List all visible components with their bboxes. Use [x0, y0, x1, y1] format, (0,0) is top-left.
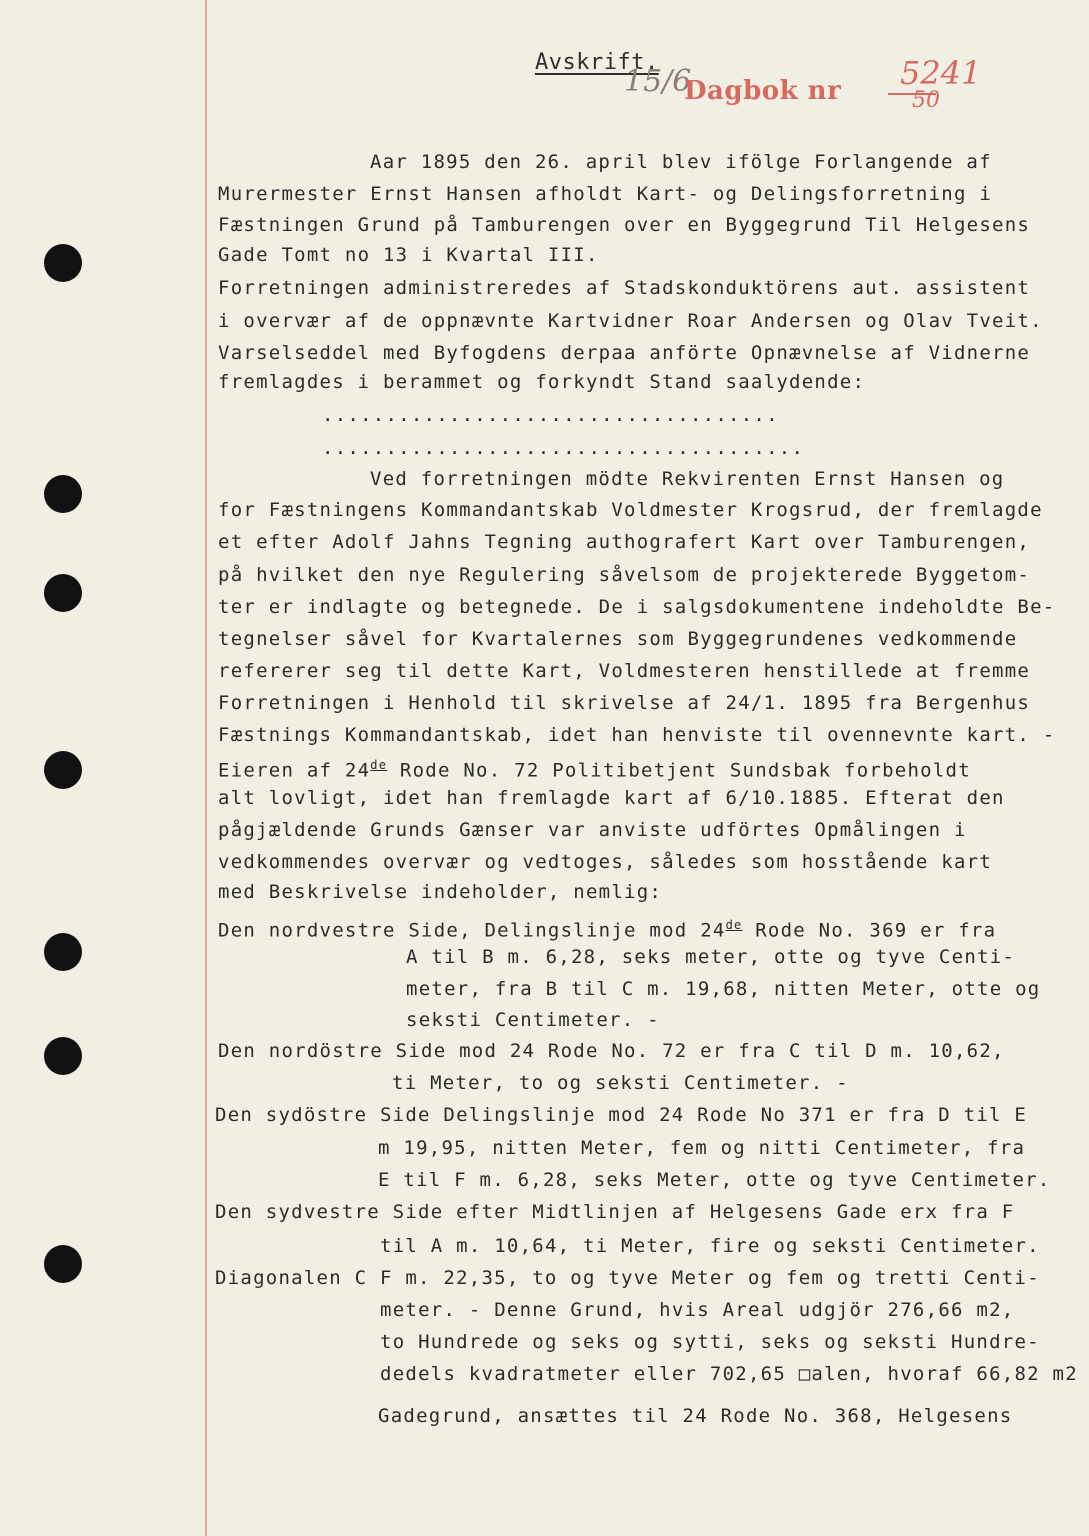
punch-hole — [44, 933, 82, 971]
stamp-label: Dagbok nr — [684, 76, 842, 106]
text-line: Den sydöstre Side Delingslinje mod 24 Rode No 371 er fra D til E — [215, 1104, 1028, 1126]
text-line: Eieren af 24de Rode No. 72 Politibetjent Sundsbak forbeholdt — [218, 758, 971, 782]
punch-hole — [44, 751, 82, 789]
text-line: pågjældende Grunds Gænser var anviste udförtes Opmålingen i — [218, 819, 967, 841]
punch-hole — [44, 1245, 82, 1283]
text-line: m 19,95, nitten Meter, fem og nitti Centimeter, fra — [378, 1137, 1026, 1159]
text-line: Murermester Ernst Hansen afholdt Kart- og Delingsforretning i — [218, 183, 993, 205]
stamp-number: 5241 — [900, 54, 982, 92]
text-line: ...................................... — [322, 437, 805, 459]
text-line: Forretningen i Henhold til skrivelse af 24/1. 1895 fra Bergenhus — [218, 692, 1031, 714]
text-line: alt lovligt, idet han fremlagde kart af 6/10.1885. Efterat den — [218, 787, 1005, 809]
margin-line — [205, 0, 207, 1536]
text-line: med Beskrivelse indeholder, nemlig: — [218, 881, 663, 903]
text-line: på hvilket den nye Regulering såvelsom de projekterede Byggetom- — [218, 564, 1031, 586]
text-line: ti Meter, to og seksti Centimeter. - — [392, 1072, 849, 1094]
text-line: vedkommendes overvær og vedtoges, således som hosstående kart — [218, 851, 993, 873]
text-line: Varselseddel med Byfogdens derpaa anförte Opnævnelse af Vidnerne — [218, 342, 1031, 364]
text-line: dedels kvadratmeter eller 702,65 □alen, hvoraf 66,82 m2 — [380, 1363, 1078, 1385]
punch-hole — [44, 244, 82, 282]
stamp-year: 50 — [912, 88, 940, 113]
text-line: Fæstnings Kommandantskab, idet han henviste til ovennevnte kart. - — [218, 724, 1056, 746]
text-line: til A m. 10,64, ti Meter, fire og seksti Centimeter. — [380, 1235, 1040, 1257]
punch-hole — [44, 574, 82, 612]
text-line: Den sydvestre Side efter Midtlinjen af Helgesens Gade erx fra F — [215, 1201, 1015, 1223]
text-line: Fæstningen Grund på Tamburengen over en Byggegrund Til Helgesens — [218, 214, 1031, 236]
text-line: et efter Adolf Jahns Tegning authografert Kart over Tamburengen, — [218, 531, 1031, 553]
punch-hole — [44, 475, 82, 513]
text-line: E til F m. 6,28, seks Meter, otte og tyve Centimeter. — [378, 1169, 1051, 1191]
punch-hole — [44, 1037, 82, 1075]
text-line: .................................... — [322, 404, 779, 426]
text-line: Ved forretningen mödte Rekvirenten Ernst Hansen og — [370, 468, 1005, 490]
text-line: Forretningen administreredes af Stadskonduktörens aut. assistent — [218, 277, 1031, 299]
text-line: Aar 1895 den 26. april blev ifölge Forlangende af — [370, 151, 992, 173]
text-line: fremlagdes i berammet og forkyndt Stand saalydende: — [218, 371, 866, 393]
text-line: Den nordvestre Side, Delingslinje mod 24de Rode No. 369 er fra — [218, 918, 997, 942]
text-line: Gadegrund, ansættes til 24 Rode No. 368, Helgesens — [378, 1405, 1013, 1427]
text-line: refererer seg til dette Kart, Voldmesteren henstillede at fremme — [218, 660, 1031, 682]
text-line: A til B m. 6,28, seks meter, otte og tyve Centi- — [406, 946, 1016, 968]
text-line: ter er indlagte og betegnede. De i salgsdokumentene indeholdte Be- — [218, 596, 1056, 618]
text-line: i overvær af de oppnævnte Kartvidner Roar Andersen og Olav Tveit. — [218, 310, 1043, 332]
stamp-date: 15/6 — [624, 64, 692, 99]
text-line: Den nordöstre Side mod 24 Rode No. 72 er fra C til D m. 10,62, — [218, 1040, 1005, 1062]
text-line: meter. - Denne Grund, hvis Areal udgjör 276,66 m2, — [380, 1299, 1015, 1321]
text-line: to Hundrede og seks og sytti, seks og seksti Hundre- — [380, 1331, 1040, 1353]
text-line: tegnelser såvel for Kvartalernes som Byggegrundenes vedkommende — [218, 628, 1018, 650]
text-line: Diagonalen C F m. 22,35, to og tyve Meter og fem og tretti Centi- — [215, 1267, 1040, 1289]
text-line: Gade Tomt no 13 i Kvartal III. — [218, 244, 599, 266]
text-line: seksti Centimeter. - — [406, 1009, 660, 1031]
text-line: meter, fra B til C m. 19,68, nitten Meter, otte og — [406, 978, 1041, 1000]
document-title: Avskrift. — [535, 50, 659, 75]
text-line: for Fæstningens Kommandantskab Voldmester Krogsrud, der fremlagde — [218, 499, 1043, 521]
